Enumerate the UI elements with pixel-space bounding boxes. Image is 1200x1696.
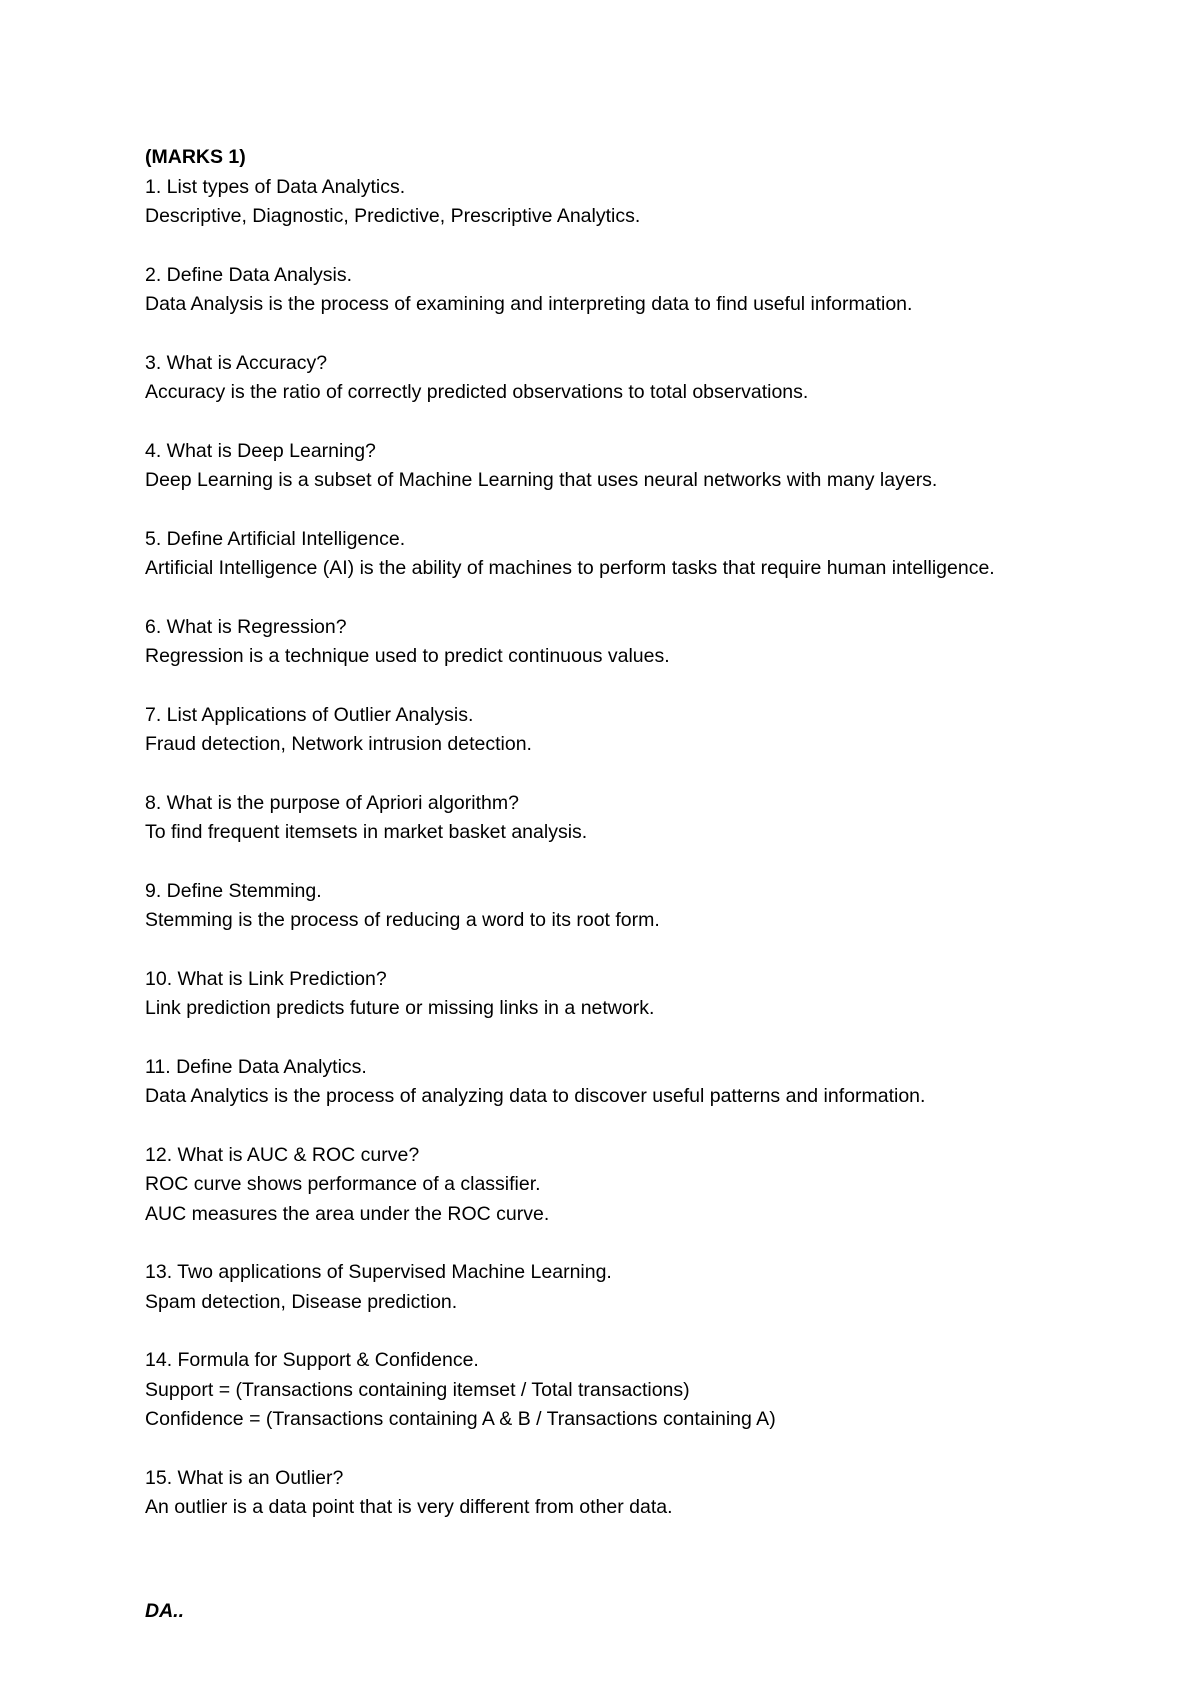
question-text: 13. Two applications of Supervised Machine Learning. bbox=[145, 1261, 612, 1283]
answer-text: Link prediction predicts future or missing links in a network. bbox=[145, 997, 655, 1019]
question-text: 15. What is an Outlier? bbox=[145, 1466, 344, 1489]
qa-item bbox=[145, 173, 1105, 232]
question-text: 11. Define Data Analytics. bbox=[145, 1055, 367, 1078]
question-text: 2. Define Data Analysis. bbox=[145, 263, 353, 286]
answer-text: Support = (Transactions containing itemset / Total transactions) bbox=[145, 1378, 690, 1401]
qa-item bbox=[145, 437, 1105, 496]
answer-text: An outlier is a data point that is very different from other data. bbox=[145, 1496, 673, 1518]
answer-text: Confidence = (Transactions containing A & B / Transactions containing A) bbox=[145, 1408, 776, 1430]
question-text: 12. What is AUC & ROC curve? bbox=[145, 1143, 420, 1166]
document-footer: DA.. bbox=[145, 1600, 184, 1622]
qa-item bbox=[145, 877, 1105, 936]
answer-text: ROC curve shows performance of a classifier. bbox=[145, 1173, 541, 1195]
qa-item bbox=[145, 349, 1105, 408]
qa-item bbox=[145, 1141, 1105, 1230]
answer-text: AUC measures the area under the ROC curve. bbox=[145, 1202, 550, 1225]
answer-text: Deep Learning is a subset of Machine Learning that uses neural networks with many layers. bbox=[145, 469, 938, 491]
answer-text: Regression is a technique used to predict continuous values. bbox=[145, 645, 670, 667]
qa-item bbox=[145, 965, 1105, 1024]
answer-text: Data Analysis is the process of examining and interpreting data to find useful information. bbox=[145, 293, 913, 315]
question-text: 7. List Applications of Outlier Analysis. bbox=[145, 703, 474, 726]
question-text: 4. What is Deep Learning? bbox=[145, 439, 376, 462]
question-text: 6. What is Regression? bbox=[145, 615, 347, 638]
qa-item bbox=[145, 1258, 1105, 1317]
answer-text: Data Analytics is the process of analyzing data to discover useful patterns and information. bbox=[145, 1085, 926, 1107]
qa-item bbox=[145, 261, 1105, 320]
question-text: 10. What is Link Prediction? bbox=[145, 967, 387, 990]
qa-item bbox=[145, 525, 1105, 584]
answer-text: Spam detection, Disease prediction. bbox=[145, 1290, 458, 1313]
answer-text: Stemming is the process of reducing a word to its root form. bbox=[145, 909, 660, 931]
question-text: 1. List types of Data Analytics. bbox=[145, 175, 406, 198]
answer-text: Artificial Intelligence (AI) is the ability of machines to perform tasks that require human intelligence. bbox=[145, 557, 995, 579]
question-text: 5. Define Artificial Intelligence. bbox=[145, 527, 406, 550]
question-text: 3. What is Accuracy? bbox=[145, 351, 328, 374]
answer-text: Descriptive, Diagnostic, Predictive, Prescriptive Analytics. bbox=[145, 205, 641, 227]
section-heading: (MARKS 1) bbox=[145, 146, 246, 168]
qa-item bbox=[145, 701, 1105, 760]
qa-item bbox=[145, 1346, 1105, 1435]
question-text: 9. Define Stemming. bbox=[145, 879, 322, 902]
answer-text: Fraud detection, Network intrusion detection. bbox=[145, 733, 532, 755]
qa-item bbox=[145, 1464, 1105, 1523]
document-body bbox=[145, 143, 1105, 1523]
answer-text: To find frequent itemsets in market basket analysis. bbox=[145, 821, 588, 843]
question-text: 8. What is the purpose of Apriori algorithm? bbox=[145, 791, 519, 814]
qa-item bbox=[145, 789, 1105, 848]
qa-list bbox=[145, 173, 1105, 1523]
qa-item bbox=[145, 613, 1105, 672]
qa-item bbox=[145, 1053, 1105, 1112]
question-text: 14. Formula for Support & Confidence. bbox=[145, 1349, 479, 1371]
answer-text: Accuracy is the ratio of correctly predicted observations to total observations. bbox=[145, 381, 809, 403]
